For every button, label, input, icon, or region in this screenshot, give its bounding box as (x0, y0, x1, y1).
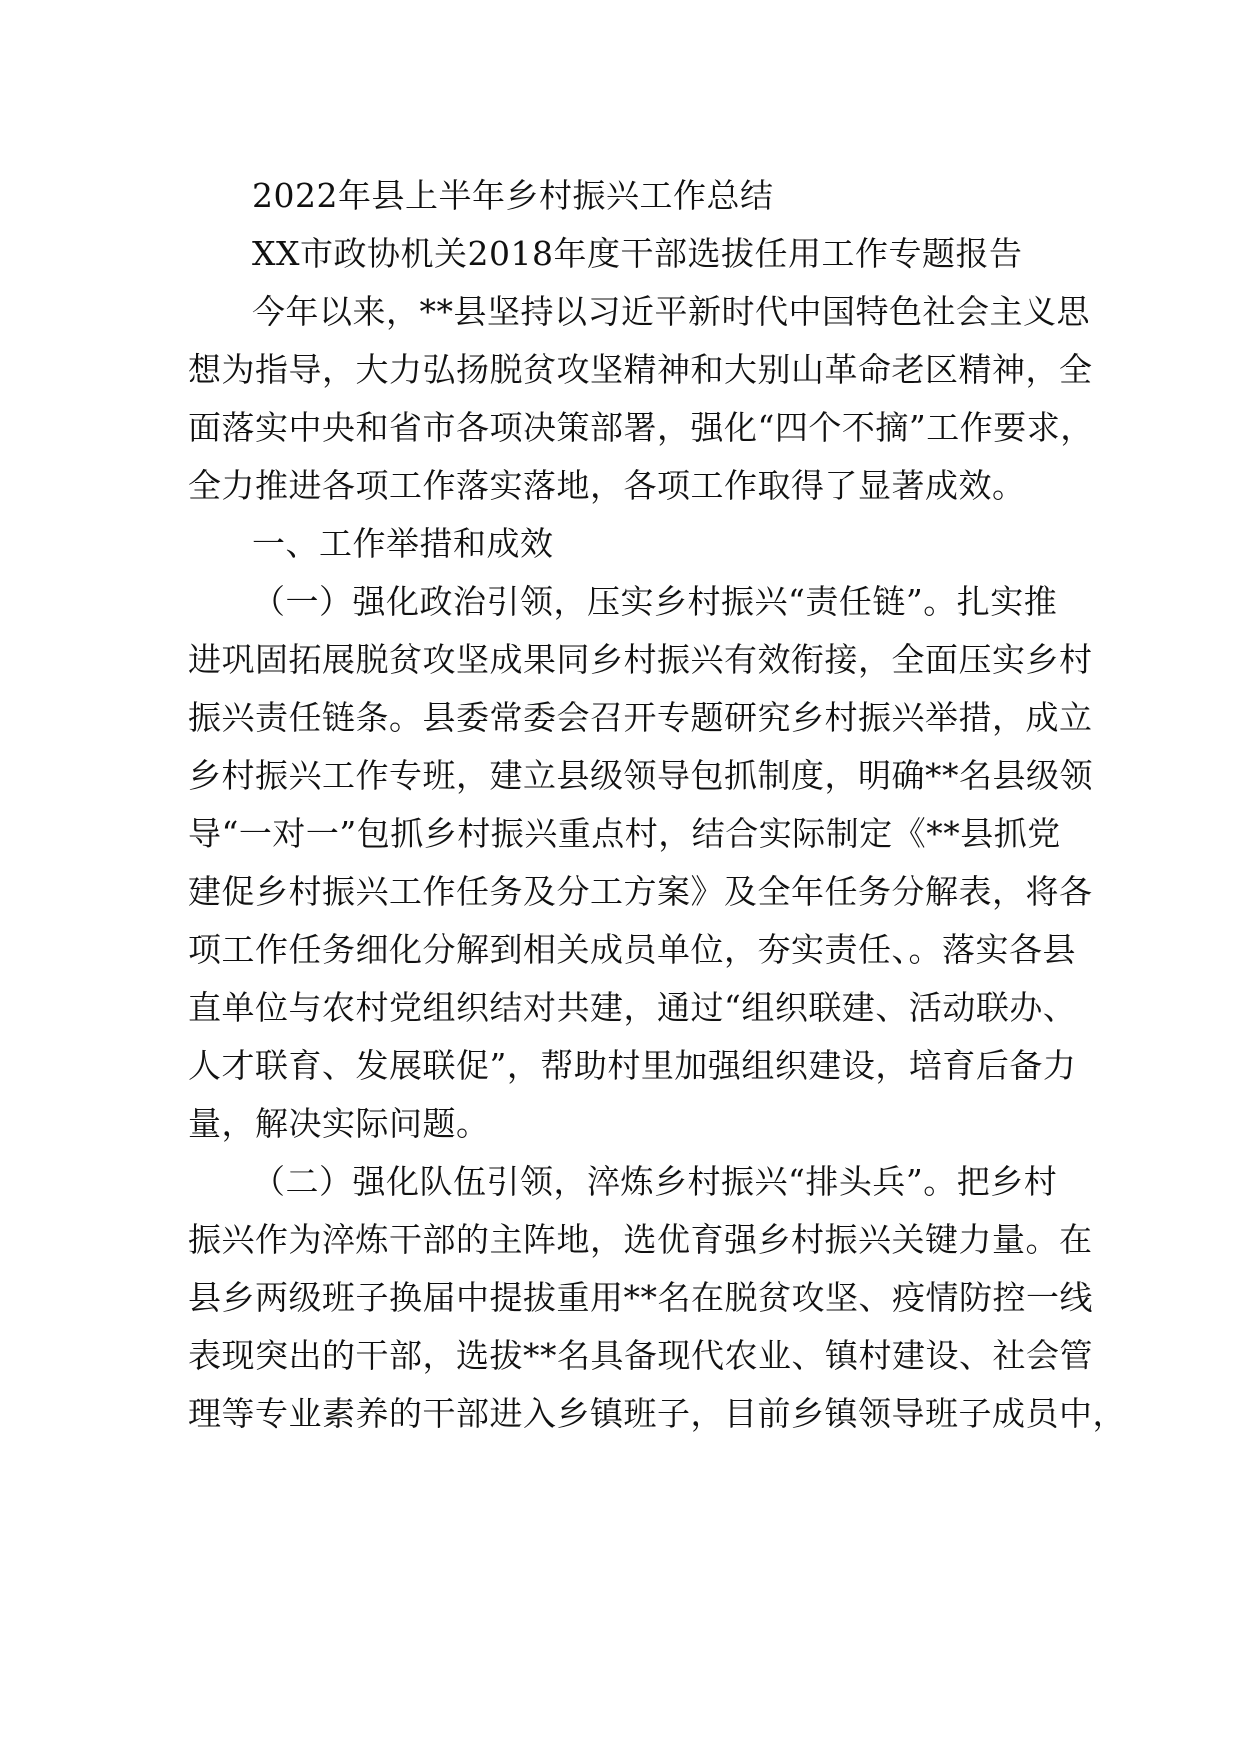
document-subtitle: XX市政协机关2018年度干部选拔任用工作专题报告 (252, 234, 1023, 273)
paragraph-line: 振兴责任链条。县委常委会召开专题研究乡村振兴举措，成立 (188, 698, 1093, 737)
paragraph-line: 县乡两级班子换届中提拔重用**名在脱贫攻坚、疫情防控一线 (188, 1278, 1093, 1317)
paragraph-line: 乡村振兴工作专班，建立县级领导包抓制度，明确**名县级领 (188, 756, 1093, 795)
paragraph-line: 直单位与农村党组织结对共建，通过“组织联建、活动联办、 (188, 988, 1077, 1027)
paragraph-line: 面落实中央和省市各项决策部署，强化“四个不摘”工作要求， (188, 408, 1094, 447)
paragraph-line: 人才联育、发展联促”，帮助村里加强组织建设，培育后备力 (188, 1046, 1077, 1085)
paragraph-line: 表现突出的干部，选拔**名具备现代农业、镇村建设、社会管 (188, 1336, 1093, 1375)
paragraph-line: 建促乡村振兴工作任务及分工方案》及全年任务分解表，将各 (188, 872, 1093, 911)
paragraph-line: 理等专业素养的干部进入乡镇班子，目前乡镇领导班子成员中， (188, 1394, 1126, 1433)
paragraph-line: 进巩固拓展脱贫攻坚成果同乡村振兴有效衔接，全面压实乡村 (188, 640, 1093, 679)
section-heading: 一、工作举措和成效 (252, 524, 554, 563)
paragraph-line: （一）强化政治引领，压实乡村振兴“责任链”。扎实推 (252, 582, 1058, 621)
paragraph-line: 全力推进各项工作落实落地，各项工作取得了显著成效。 (188, 466, 1026, 505)
document-title: 2022年县上半年乡村振兴工作总结 (252, 176, 774, 215)
paragraph-line: （二）强化队伍引领，淬炼乡村振兴“排头兵”。把乡村 (252, 1162, 1058, 1201)
paragraph-line: 项工作任务细化分解到相关成员单位，夯实责任、。落实各县 (188, 930, 1076, 969)
paragraph-line: 量，解决实际问题。 (188, 1104, 490, 1143)
paragraph-line: 想为指导，大力弘扬脱贫攻坚精神和大别山革命老区精神，全 (188, 350, 1093, 389)
paragraph-line: 导“一对一”包抓乡村振兴重点村，结合实际制定《**县抓党 (188, 814, 1061, 853)
paragraph-line: 振兴作为淬炼干部的主阵地，选优育强乡村振兴关键力量。在 (188, 1220, 1093, 1259)
paragraph-line: 今年以来，**县坚持以习近平新时代中国特色社会主义思 (252, 292, 1090, 331)
